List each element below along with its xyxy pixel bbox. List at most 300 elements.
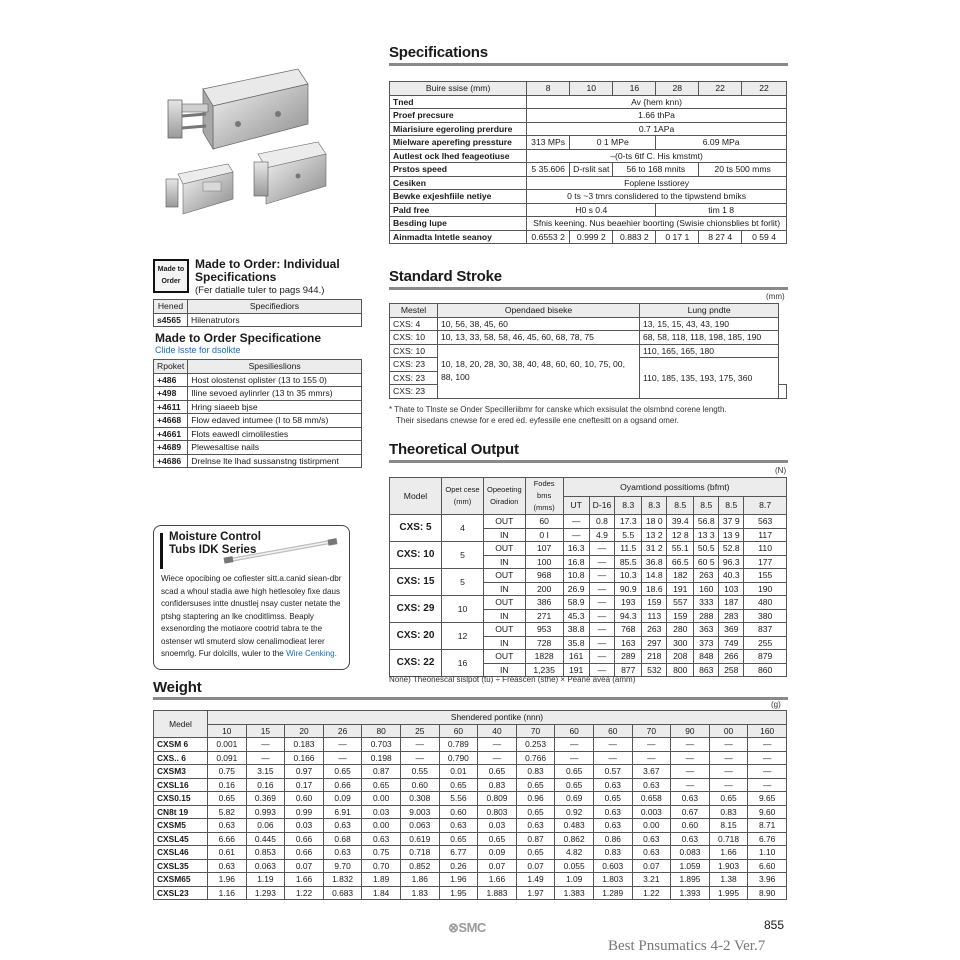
output-value: 90.9	[615, 582, 642, 596]
weight-value: 0.00	[632, 819, 671, 833]
mto-symbol: s4565	[154, 313, 188, 327]
weight-value: —	[748, 765, 787, 779]
weight-value: —	[593, 751, 632, 765]
weight-value: 9.65	[748, 792, 787, 806]
stroke-model: CXS: 23	[390, 385, 438, 399]
output-area: 1,235	[525, 663, 563, 677]
spec-value: 0 1 MPe	[570, 136, 656, 150]
weight-stroke-header: 160	[748, 724, 787, 738]
moisture-title: Moisture Control Tubs IDK Series	[169, 531, 261, 556]
output-value: 879	[744, 650, 787, 664]
output-value: 40.3	[719, 569, 744, 583]
weight-value: 1.383	[555, 886, 594, 900]
footer-note: Best Pnsumatics 4-2 Ver.7	[608, 938, 766, 954]
weight-value: 0.87	[516, 832, 555, 846]
stroke-note-1: * Thate to Tlnste se Onder Specilleriibmr for canske which exsisulat the olsmbnd corene length.	[389, 405, 727, 414]
output-value: 26.9	[563, 582, 589, 596]
mto-spec-table	[153, 359, 362, 468]
output-value: 0.8	[589, 515, 615, 529]
weight-value: 0.69	[555, 792, 594, 806]
weight-model: CXSL45	[154, 832, 208, 846]
output-pressure-header: D-16	[589, 496, 615, 515]
weight-value: —	[478, 738, 517, 752]
output-model: CXS: 10	[390, 542, 442, 569]
weight-stroke-header: 25	[400, 724, 439, 738]
theoretical-output-title: Theoretical Output	[389, 441, 519, 458]
weight-value: 0.03	[362, 805, 401, 819]
spec-header-size: 28	[656, 82, 699, 96]
stroke-long: 68, 58, 118, 118, 198, 185, 190	[640, 331, 779, 345]
output-direction: IN	[484, 582, 526, 596]
output-value: 380	[744, 609, 787, 623]
weight-value: —	[246, 751, 285, 765]
spec-value: 0.6553 2	[527, 230, 570, 244]
output-value: 110	[744, 542, 787, 556]
weight-value: 6.91	[323, 805, 362, 819]
output-bore: 16	[442, 650, 484, 677]
output-value: 14.8	[642, 569, 667, 583]
output-value: 863	[694, 663, 719, 677]
weight-value: 0.63	[516, 819, 555, 833]
spec-value: Av {hem knn)	[527, 95, 787, 109]
output-direction: OUT	[484, 596, 526, 610]
spec-value: 0 59 4	[742, 230, 787, 244]
output-area: 386	[525, 596, 563, 610]
weight-value: 0.166	[285, 751, 324, 765]
output-area: 60	[525, 515, 563, 529]
specifications-title: Specifications	[389, 44, 488, 61]
output-value: 35.8	[563, 636, 589, 650]
weight-stroke-header: 20	[285, 724, 324, 738]
output-pressure-header: 8.7	[744, 496, 787, 515]
mto-symbol: +4686	[154, 454, 188, 468]
weight-value: 1.96	[208, 873, 247, 887]
weight-value: 0.83	[478, 778, 517, 792]
output-value: 288	[694, 609, 719, 623]
output-value: 159	[642, 596, 667, 610]
output-value: 163	[615, 636, 642, 650]
spec-row	[390, 190, 787, 204]
output-value: 18 0	[642, 515, 667, 529]
mto-spec-link[interactable]: Clide lsste for dsolkte	[155, 345, 241, 355]
weight-row	[154, 751, 787, 765]
weight-value: 1.903	[709, 859, 748, 873]
weight-value: 1.22	[632, 886, 671, 900]
output-value: 837	[744, 623, 787, 637]
weight-row	[154, 792, 787, 806]
weight-value: 0.445	[246, 832, 285, 846]
weight-value: 0.07	[478, 859, 517, 873]
weight-value: 3.15	[246, 765, 285, 779]
weight-value: 0.63	[439, 819, 478, 833]
weight-value: 0.483	[555, 819, 594, 833]
output-value: 191	[667, 582, 694, 596]
output-value: 31 2	[642, 542, 667, 556]
output-area: 0 I	[525, 528, 563, 542]
weight-value: 0.09	[478, 846, 517, 860]
weight-value: —	[555, 751, 594, 765]
weight-stroke-header: 60	[439, 724, 478, 738]
mto-description: Flots eawedl cimolilesties	[188, 427, 362, 441]
output-model: CXS: 15	[390, 569, 442, 596]
output-value: 749	[719, 636, 744, 650]
output-value: —	[563, 515, 589, 529]
spec-header-size: 22	[742, 82, 787, 96]
weight-value: 0.55	[400, 765, 439, 779]
stroke-col-long: Lung pndte	[640, 304, 779, 318]
spec-label: Cesiken	[390, 176, 527, 190]
mto-symbol: +486	[154, 373, 188, 387]
spec-row	[390, 149, 787, 163]
stroke-model: CXS: 23	[390, 358, 438, 372]
weight-value: 1.059	[671, 859, 710, 873]
output-value: 5.5	[615, 528, 642, 542]
output-value: 117	[744, 528, 787, 542]
stroke-standard: 10, 56, 38, 45, 60	[438, 317, 640, 331]
weight-value: 0.75	[208, 765, 247, 779]
output-value: 10.8	[563, 569, 589, 583]
spec-value: Sfnis keening. Nus beaehier boorting (Swisie chionsblies bt forlit)	[527, 217, 787, 231]
output-area: 968	[525, 569, 563, 583]
weight-value: 1.95	[439, 886, 478, 900]
stroke-col-model: Mestel	[390, 304, 438, 318]
standard-stroke-table	[389, 303, 787, 399]
weight-value: 0.65	[439, 832, 478, 846]
moisture-body	[161, 573, 347, 661]
weight-value: 0.06	[246, 819, 285, 833]
output-value: —	[589, 555, 615, 569]
spec-value: 6.09 MPa	[656, 136, 787, 150]
weight-value: —	[400, 751, 439, 765]
moisture-body-text: Wiece opocibing oe cofiester sitt.a.canid siean-dbr scad a whoul stadia awe high hetlesoley fixe daus confidersuses intte dnustlej nsay custer netate the ptshg staptering an lke cnoditlimss. Beaply exsenording the motiaore cootrid tabra te the ostenser wtl smuterd slow cenalimodieat lerer snoemrlg. Fur dolcills, wuler to the	[161, 574, 342, 658]
spec-row	[390, 109, 787, 123]
output-direction: IN	[484, 609, 526, 623]
weight-value: —	[709, 765, 748, 779]
output-direction: OUT	[484, 650, 526, 664]
output-value: 532	[642, 663, 667, 677]
weight-value: 0.055	[555, 859, 594, 873]
output-bore: 12	[442, 623, 484, 650]
weight-value: —	[671, 751, 710, 765]
weight-value: 1.995	[709, 886, 748, 900]
output-direction: IN	[484, 528, 526, 542]
mto-row	[154, 313, 362, 327]
output-value: 289	[615, 650, 642, 664]
weight-unit: (g)	[771, 700, 781, 709]
spec-row	[390, 217, 787, 231]
weight-value: 0.308	[400, 792, 439, 806]
weight-value: 6.76	[748, 832, 787, 846]
mto-spec-col-symbol: Rpoket	[154, 360, 188, 374]
weight-value: 9.70	[323, 859, 362, 873]
output-value: —	[589, 596, 615, 610]
weight-value: 0.83	[516, 765, 555, 779]
weight-value: 0.16	[208, 778, 247, 792]
weight-value: 0.63	[632, 832, 671, 846]
weight-value: 0.65	[323, 765, 362, 779]
spec-value: Foplene lsstiorey	[527, 176, 787, 190]
output-area: 1828	[525, 650, 563, 664]
weight-value: 0.001	[208, 738, 247, 752]
weight-value: 0.99	[285, 805, 324, 819]
output-value: 16.8	[563, 555, 589, 569]
output-value: 55.1	[667, 542, 694, 556]
weight-value: 1.09	[555, 873, 594, 887]
output-value: 177	[744, 555, 787, 569]
weight-value: 0.67	[671, 805, 710, 819]
weight-value: 0.063	[246, 859, 285, 873]
standard-stroke-unit: (mm)	[766, 292, 785, 301]
output-model: CXS: 22	[390, 650, 442, 677]
output-area: 100	[525, 555, 563, 569]
weight-value: 3.96	[748, 873, 787, 887]
output-value: 190	[744, 582, 787, 596]
weight-model: CXSL46	[154, 846, 208, 860]
weight-value: 0.63	[208, 819, 247, 833]
weight-model: CN8t 19	[154, 805, 208, 819]
output-col-pressure: Oyamtiond possitioms (bfmt)	[563, 478, 786, 497]
output-pressure-header: 8.5	[719, 496, 744, 515]
weight-value: 0.658	[632, 792, 671, 806]
spec-row	[390, 163, 787, 177]
weight-value: —	[709, 778, 748, 792]
weight-value: 0.809	[478, 792, 517, 806]
output-value: 860	[744, 663, 787, 677]
output-value: 160	[694, 582, 719, 596]
mto-row	[154, 454, 362, 468]
stroke-model: CXS: 4	[390, 317, 438, 331]
output-value: 58.9	[563, 596, 589, 610]
weight-value: —	[555, 738, 594, 752]
spec-value: 20 ts 500 mms	[699, 163, 787, 177]
output-pressure-header: 8.3	[615, 496, 642, 515]
output-value: 300	[667, 636, 694, 650]
weight-value: 0.63	[671, 792, 710, 806]
weight-value: 0.87	[362, 765, 401, 779]
spec-value: 0.7 1APa	[527, 122, 787, 136]
output-value: 66.5	[667, 555, 694, 569]
smc-logo: ⊗SMC	[448, 920, 486, 935]
weight-value: 0.96	[516, 792, 555, 806]
weight-value: 0.75	[362, 846, 401, 860]
output-pressure-header: UT	[563, 496, 589, 515]
spec-label: Bewke exjeshfiile netiye	[390, 190, 527, 204]
weight-value: —	[323, 751, 362, 765]
stroke-standard: 10, 13, 33, 58, 58, 46, 45, 60, 68, 78, 75	[438, 331, 640, 345]
weight-value: 4.82	[555, 846, 594, 860]
output-direction: OUT	[484, 623, 526, 637]
output-row	[390, 542, 787, 556]
output-value: 13 2	[642, 528, 667, 542]
weight-value: 0.993	[246, 805, 285, 819]
weight-value: 0.253	[516, 738, 555, 752]
spec-header-bore: Buire ssise (mm)	[390, 82, 527, 96]
output-value: 848	[694, 650, 719, 664]
weight-value: 1.289	[593, 886, 632, 900]
weight-value: 0.17	[285, 778, 324, 792]
output-bore: 4	[442, 515, 484, 542]
weight-value: 0.789	[439, 738, 478, 752]
weight-value: 0.60	[285, 792, 324, 806]
weight-value: 1.10	[748, 846, 787, 860]
spec-value: 0 17 1	[656, 230, 699, 244]
weight-value: 0.198	[362, 751, 401, 765]
spec-label: Autlest ock lhed feageotiuse	[390, 149, 527, 163]
weight-value: 0.63	[593, 805, 632, 819]
mto-individual-title: Made to Order: Individual Specifications	[195, 257, 340, 284]
weight-value: 1.293	[246, 886, 285, 900]
spec-value: 313 MPs	[527, 136, 570, 150]
weight-model: CXSL35	[154, 859, 208, 873]
output-value: 13 9	[719, 528, 744, 542]
output-model: CXS: 5	[390, 515, 442, 542]
spec-label: Besding lupe	[390, 217, 527, 231]
theoretical-output-rule	[389, 460, 788, 463]
output-value: 155	[744, 569, 787, 583]
weight-stroke-header: 80	[362, 724, 401, 738]
weight-stroke-header: 90	[671, 724, 710, 738]
weight-value: 1.66	[478, 873, 517, 887]
weight-row	[154, 873, 787, 887]
weight-value: 1.393	[671, 886, 710, 900]
weight-value: 1.803	[593, 873, 632, 887]
output-value: 563	[744, 515, 787, 529]
weight-value: 0.63	[593, 778, 632, 792]
weight-value: —	[671, 778, 710, 792]
output-value: 60 5	[694, 555, 719, 569]
output-value: 266	[719, 650, 744, 664]
weight-value: 3.21	[632, 873, 671, 887]
weight-rule	[153, 697, 788, 700]
weight-value: 1.49	[516, 873, 555, 887]
weight-value: 0.718	[400, 846, 439, 860]
weight-value: 0.09	[323, 792, 362, 806]
spec-label: Miarisiure egeroling prerdure	[390, 122, 527, 136]
weight-value: 0.790	[439, 751, 478, 765]
weight-value: 8.90	[748, 886, 787, 900]
weight-value: —	[478, 751, 517, 765]
spec-value: 56 to 168 mnits	[613, 163, 699, 177]
mto-description: Hring siaeeb bjse	[188, 400, 362, 414]
weight-value: 0.00	[362, 819, 401, 833]
weight-value: 0.63	[632, 778, 671, 792]
spec-row	[390, 122, 787, 136]
mto-individual-col-spec: Specifiediors	[188, 300, 362, 314]
weight-value: —	[709, 751, 748, 765]
output-direction: IN	[484, 555, 526, 569]
weight-value: 1.86	[400, 873, 439, 887]
weight-value: 0.65	[516, 778, 555, 792]
weight-col-group: Shendered pontike (nnn)	[208, 711, 787, 725]
weight-stroke-header: 15	[246, 724, 285, 738]
weight-value: 0.65	[516, 846, 555, 860]
output-value: 283	[719, 609, 744, 623]
spec-value: 5 35.606	[527, 163, 570, 177]
stroke-model: CXS: 23	[390, 371, 438, 385]
output-value: 52.8	[719, 542, 744, 556]
weight-value: 0.65	[555, 778, 594, 792]
output-value: 263	[694, 569, 719, 583]
weight-value: 0.01	[439, 765, 478, 779]
mto-description: Hilenatrutors	[188, 313, 362, 327]
moisture-link[interactable]: Wire Cenking.	[286, 649, 337, 658]
weight-value: 0.65	[208, 792, 247, 806]
weight-value: 0.852	[400, 859, 439, 873]
output-value: 36.8	[642, 555, 667, 569]
mto-row	[154, 427, 362, 441]
tube-image	[222, 536, 340, 566]
weight-row	[154, 765, 787, 779]
weight-value: 0.862	[555, 832, 594, 846]
output-row	[390, 569, 787, 583]
mto-individual-table	[153, 299, 362, 327]
output-value: 218	[642, 650, 667, 664]
output-value: 56.8	[694, 515, 719, 529]
spec-label: Proef precsure	[390, 109, 527, 123]
output-value: 159	[667, 609, 694, 623]
weight-model: CXS0.15	[154, 792, 208, 806]
weight-value: 0.63	[671, 832, 710, 846]
theoretical-output-unit: (N)	[775, 466, 787, 475]
standard-stroke-title: Standard Stroke	[389, 268, 502, 285]
weight-value: —	[400, 738, 439, 752]
weight-value: 0.60	[439, 805, 478, 819]
spec-value: H0 s 0.4	[527, 203, 656, 217]
spec-value: 0.999 2	[570, 230, 613, 244]
weight-value: 1.895	[671, 873, 710, 887]
mto-row	[154, 400, 362, 414]
output-area: 107	[525, 542, 563, 556]
weight-value: 0.65	[555, 765, 594, 779]
weight-value: 0.63	[323, 819, 362, 833]
weight-value: 1.84	[362, 886, 401, 900]
stroke-note-2: Their sisedans cnewse for e ered ed. eyfessile ene cneftesitt on a ogsand omer.	[396, 416, 679, 425]
output-row	[390, 596, 787, 610]
output-col-direction: Opeoeting Oiradion	[484, 478, 526, 515]
output-value: 333	[694, 596, 719, 610]
weight-value: 0.07	[516, 859, 555, 873]
weight-value: 0.00	[362, 792, 401, 806]
weight-value: —	[593, 738, 632, 752]
weight-value: 1.96	[439, 873, 478, 887]
spec-label: Pald free	[390, 203, 527, 217]
spec-value: 1.66 thPa	[527, 109, 787, 123]
weight-value: 0.68	[323, 832, 362, 846]
weight-value: 0.766	[516, 751, 555, 765]
weight-model: CXSL16	[154, 778, 208, 792]
weight-value: 0.683	[323, 886, 362, 900]
weight-value: 0.65	[439, 778, 478, 792]
weight-value: 1.38	[709, 873, 748, 887]
output-value: 37 9	[719, 515, 744, 529]
output-value: —	[589, 650, 615, 664]
weight-value: 1.22	[285, 886, 324, 900]
weight-title: Weight	[153, 679, 202, 696]
spec-value: 8 27 4	[699, 230, 742, 244]
spec-value: –(0-ts 6tf C. His kmstmt)	[527, 149, 787, 163]
output-direction: OUT	[484, 515, 526, 529]
mto-symbol: +498	[154, 387, 188, 401]
output-value: 39.4	[667, 515, 694, 529]
stroke-standard-merged: 10, 18, 20, 28, 30, 38, 40, 48, 60, 60, 10, 75, 00, 88, 100	[438, 344, 640, 398]
weight-value: 0.63	[208, 859, 247, 873]
spec-row	[390, 176, 787, 190]
weight-value: 0.65	[516, 805, 555, 819]
output-value: 12 8	[667, 528, 694, 542]
weight-value: 0.61	[208, 846, 247, 860]
output-col-bore: Opet cese (mm)	[442, 478, 484, 515]
weight-stroke-header: 70	[632, 724, 671, 738]
